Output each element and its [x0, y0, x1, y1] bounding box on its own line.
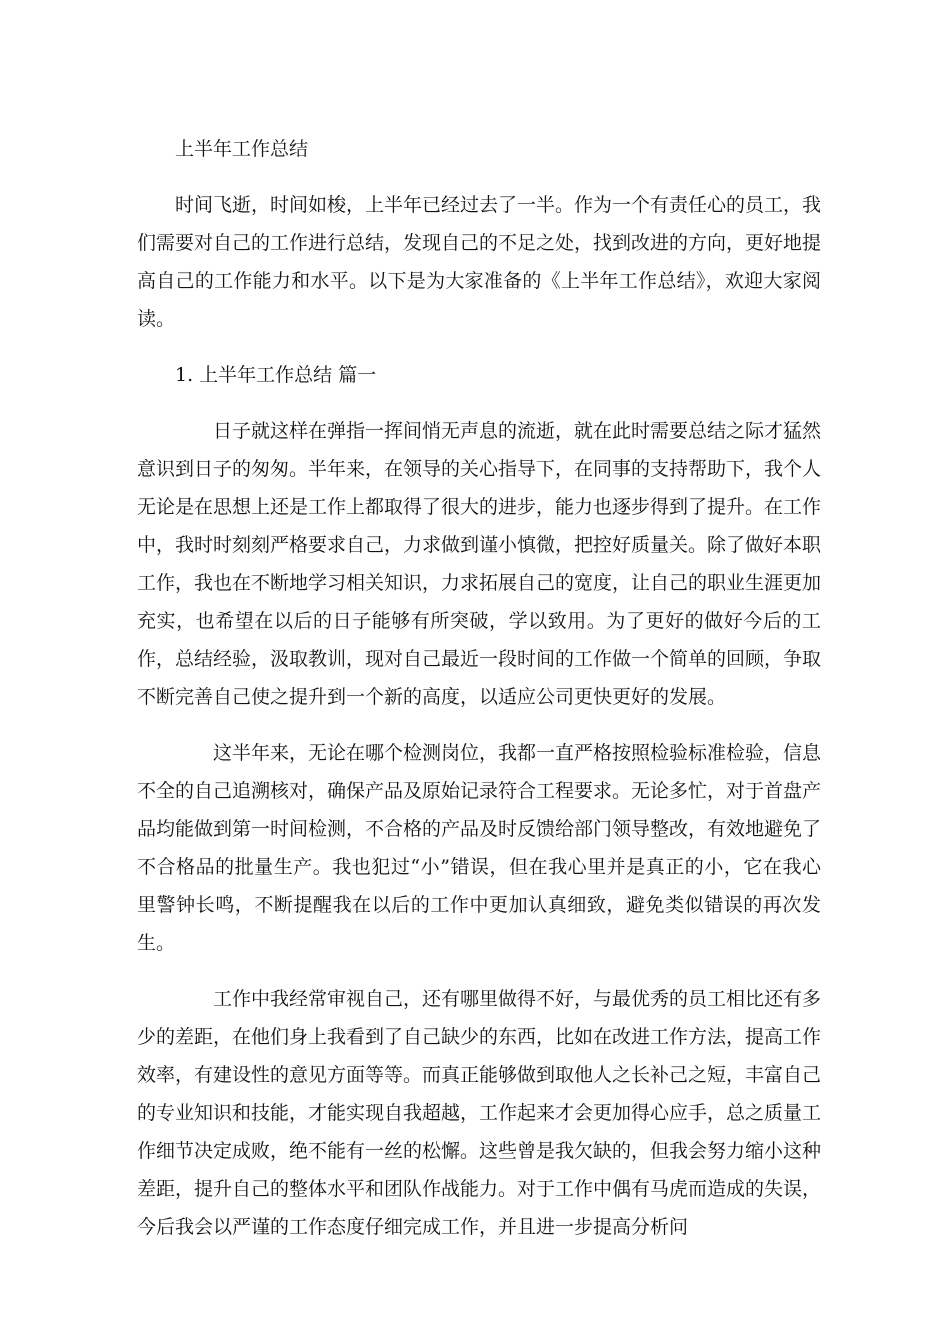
intro-paragraph: 时间飞逝，时间如梭，上半年已经过去了一半。作为一个有责任心的员工，我们需要对自己的工作进行总结，发现自己的不足之处，找到改进的方向，更好地提高自己的工作能力和水平。以下是为大家准备的《上半年工作总结》，欢迎大家阅读。: [137, 194, 822, 330]
document-title: 上半年工作总结: [175, 138, 309, 160]
document-body: [137, 130, 821, 1264]
section-heading: 1. 上半年工作总结 篇一: [175, 364, 377, 386]
body-paragraph-1: 日子就这样在弹指一挥间悄无声息的流逝，就在此时需要总结之际才猛然意识到日子的匆匆。半年来，在领导的关心指导下，在同事的支持帮助下，我个人无论是在思想上还是工作上都取得了很大的进步，能力也逐步得到了提升。在工作中，我时时刻刻严格要求自己，力求做到谨小慎微，把控好质量关。除了做好本职工作，我也在不断地学习相关知识，力求拓展自己的宽度，让自己的职业生涯更加充实，也希望在以后的日子能够有所突破，学以致用。为了更好的做好今后的工作，总结经验，汲取教训，现对自己最近一段时间的工作做一个简单的回顾，争取不断完善自己使之提升到一个新的高度，以适应公司更快更好的发展。: [137, 420, 822, 708]
body-paragraph-2: 这半年来，无论在哪个检测岗位，我都一直严格按照检验标准检验，信息不全的自己追溯核对，确保产品及原始记录符合工程要求。无论多忙，对于首盘产品均能做到第一时间检测，不合格的产品及时反馈给部门领导整改，有效地避免了不合格品的批量生产。我也犯过“小”错误，但在我心里并是真正的小，它在我心里警钟长鸣，不断提醒我在以后的工作中更加认真细致，避免类似错误的再次发生。: [137, 742, 822, 954]
body-paragraph-3: 工作中我经常审视自己，还有哪里做得不好，与最优秀的员工相比还有多少的差距，在他们身上我看到了自己缺少的东西，比如在改进工作方法，提高工作效率，有建设性的意见方面等等。而真正能够做到取他人之长补己之短，丰富自己的专业知识和技能，才能实现自我超越，工作起来才会更加得心应手，总之质量工作细节决定成败，绝不能有一丝的松懈。这些曾是我欠缺的，但我会努力缩小这种差距，提升自己的整体水平和团队作战能力。对于工作中偶有马虎而造成的失误，今后我会以严谨的工作态度仔细完成工作，并且进一步提高分析问: [137, 988, 822, 1238]
